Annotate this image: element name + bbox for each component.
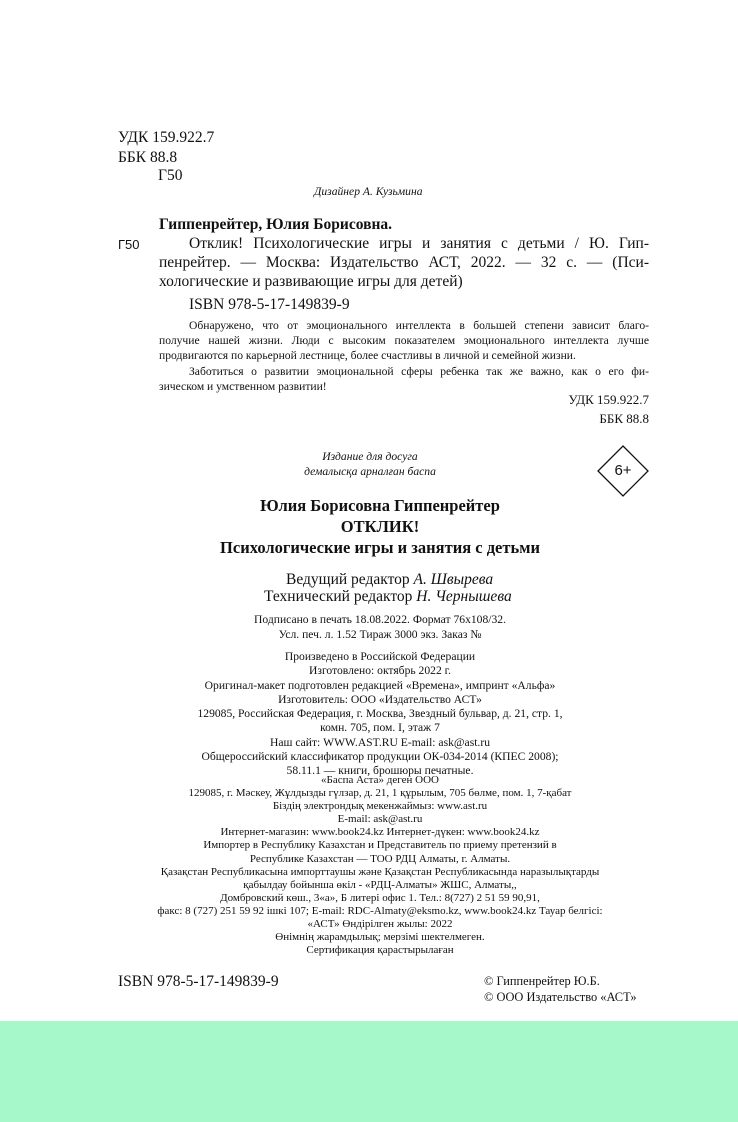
tech-editor-label: Технический редактор [264, 588, 417, 605]
bbk-right: ББК 88.8 [599, 411, 649, 426]
production-info [120, 650, 640, 779]
kz-line: «Баспа Аста» деген ООО [321, 774, 439, 786]
kz-line: Импортер в Республику Казахстан и Представитель по приему претензий в [203, 839, 557, 852]
bbk-code: ББК 88.8 [118, 149, 178, 166]
lead-editor-label: Ведущий редактор [286, 571, 414, 588]
abstract-line: Обнаружено, что от эмоционального интеллекта в большей степени зависит благо- [189, 319, 649, 332]
production-line: Произведено в Российской Федерации [284, 650, 476, 663]
tech-editor-name: Н. Чернышева [416, 588, 512, 605]
edition-ru: Издание для досуга [322, 450, 418, 463]
isbn-top: ISBN 978-5-17-149839-9 [189, 296, 350, 313]
kz-line: Біздің электрондық мекенжаймыз: www.ast.ru [272, 800, 488, 813]
book-title: ОТКЛИК! [340, 517, 420, 536]
footer-band [0, 1021, 738, 1122]
abstract [159, 318, 649, 394]
production-line: Оригинал-макет подготовлен редакцией «Времена», импринт «Альфа» [204, 678, 556, 692]
abstract-line: получие нашей жизни. Люди с высоким показателем эмоционального интеллекта лучше [159, 334, 649, 348]
designer-credit: Дизайнер А. Кузьмина [314, 185, 423, 198]
production-line: комн. 705, пом. I, этаж 7 [320, 721, 440, 735]
kz-line: Республике Казахстан — ТОО РДЦ Алматы, г. Алматы. [249, 852, 511, 865]
tech-editor [264, 587, 512, 606]
record-heading: Гиппенрейтер, Юлия Борисовна. [159, 216, 393, 233]
kz-info [90, 774, 670, 957]
print-line: Подписано в печать 18.08.2022. Формат 76x108/32. [254, 613, 506, 626]
biblio-line: Отклик! Психологические игры и занятия с детьми / Ю. Гип- [189, 235, 649, 252]
print-info [150, 612, 610, 642]
production-line: Изготовитель: ООО «Издательство АСТ» [278, 692, 482, 706]
biblio-line: пенрейтер. — Москва: Издательство АСТ, 2022. — 32 с. — (Пси- [159, 254, 649, 271]
udk-code: УДК 159.922.7 [118, 129, 215, 146]
edition-kz: демалысқа арналған баспа [304, 465, 436, 478]
author-mark: Г50 [158, 167, 183, 184]
kz-line: Қазақстан Республикасына импорттаушы және Қазақстан Республикасында наразылықтарды [160, 865, 600, 878]
print-line: Усл. печ. л. 1.52 Тираж 3000 экз. Заказ № [278, 628, 482, 642]
copyright-author: © Гиппенрейтер Ю.Б. [484, 974, 600, 988]
margin-mark: Г50 [118, 237, 140, 252]
biblio-line: хологические и развивающие игры для детей) [159, 273, 463, 290]
isbn-bottom: ISBN 978-5-17-149839-9 [118, 973, 279, 990]
kz-line: факс: 8 (727) 251 59 92 ішкі 107; E-mail: RDC-Almaty@eksmo.kz, www.book24.kz Тауар белгісі: [157, 904, 603, 917]
production-line: Общероссийский классификатор продукции ОК-034-2014 (КПЕС 2008); [201, 750, 559, 764]
kz-line: қабылдау бойынша өкіл - «РДЦ-Алматы» ЖШС, Алматы,, [243, 878, 517, 891]
age-rating-badge [596, 444, 650, 498]
age-rating-label: 6+ [614, 462, 632, 479]
abstract-line: зическом и умственном развитии! [159, 379, 327, 393]
udk-right: УДК 159.922.7 [568, 392, 649, 407]
book-subtitle: Психологические игры и занятия с детьми [220, 538, 540, 557]
kz-line: E-mail: ask@ast.ru [337, 813, 423, 826]
kz-line: «АСТ» Өндірілген жылы: 2022 [307, 918, 453, 931]
copyright-publisher: © ООО Издательство «АСТ» [484, 990, 637, 1004]
book-author: Юлия Борисовна Гиппенрейтер [260, 496, 500, 515]
kz-line: Өнімнің жарамдылық; мерзімі шектелмеген. [275, 931, 485, 944]
production-line: 129085, Российская Федерация, г. Москва, Звездный бульвар, д. 21, стр. 1, [197, 707, 563, 721]
kz-line: Интернет-магазин: www.book24.kz Интернет-дүкен: www.book24.kz [220, 826, 540, 839]
production-line: 58.11.1 — книги, брошюры печатные. [286, 764, 474, 778]
production-line: Наш сайт: WWW.AST.RU E-mail: ask@ast.ru [269, 735, 490, 749]
production-line: Изготовлено: октябрь 2022 г. [309, 664, 451, 678]
bibliographic-description [159, 234, 649, 291]
abstract-line: Заботиться о развитии эмоциональной сферы ребенка так же важно, как о его фи- [189, 364, 649, 378]
kz-line: 129085, г. Мәскеу, Жұлдызды гүлзар, д. 21, 1 құрылым, 705 бөлме, пом. 1, 7-қабат [188, 787, 572, 800]
lead-editor-name: А. Швырева [413, 571, 494, 588]
kz-line: Домбровский көш., 3«а», Б литері офис 1. Тел.: 8(727) 2 51 59 90,91, [220, 891, 540, 904]
abstract-line: продвигаются по карьерной лестнице, более счастливы в личной и семейной жизни. [159, 349, 576, 363]
kz-line: Сертификация қарастырылаған [306, 944, 454, 957]
